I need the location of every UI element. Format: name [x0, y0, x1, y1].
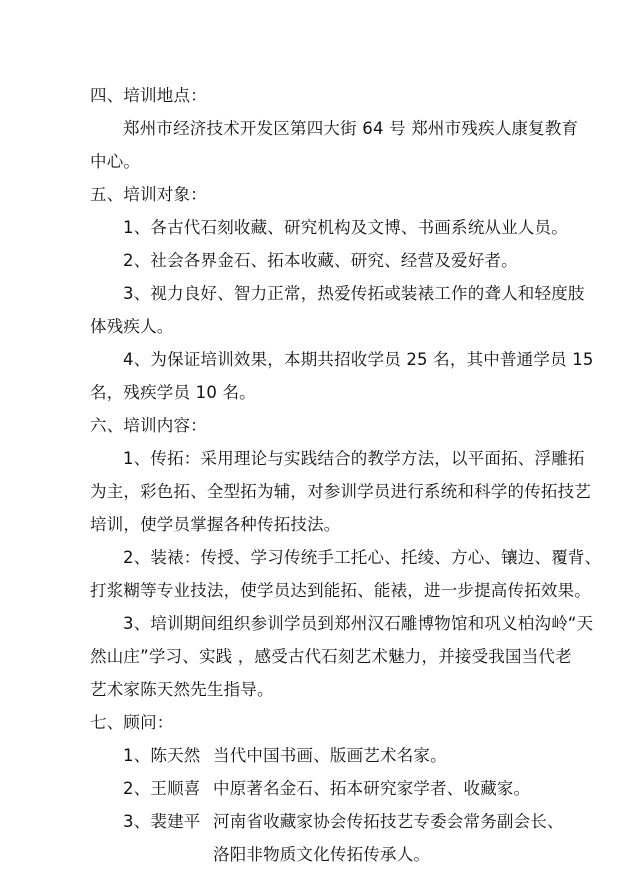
list-item-line: 打浆糊等专业技法，使学员达到能拓、能裱，进一步提高传拓效果。: [90, 581, 591, 600]
advisor-description: 中原著名金石、拓本研究家学者、收藏家。: [213, 779, 531, 798]
advisor-description: 河南省收藏家协会传拓技艺专委会常务副会长、: [213, 812, 564, 831]
paragraph-line: 中心。: [90, 152, 141, 171]
advisor-name: 3、裴建平: [123, 812, 201, 831]
advisor-description: 当代中国书画、版画艺术名家。: [213, 746, 447, 765]
list-item-line: 2、社会各界金石、拓本收藏、研究、经营及爱好者。: [123, 251, 518, 270]
list-item-line: 3、视力良好、智力正常，热爱传拓或装裱工作的聋人和轻度肢: [123, 284, 585, 303]
section-heading-content: 六、培训内容：: [90, 416, 207, 435]
list-item-line: 然山庄”学习、实践 ，感受古代石刻艺术魅力，并接受我国当代老: [90, 647, 572, 666]
list-item-line: 3、培训期间组织参训学员到郑州汉石雕博物馆和巩义柏沟岭“天: [123, 614, 594, 633]
advisor-name: 1、陈天然: [123, 746, 201, 765]
list-item-line: 名，残疾学员 10 名。: [90, 383, 256, 402]
list-item-line: 艺术家陈天然先生指导。: [90, 680, 274, 699]
list-item-line: 为主，彩色拓、全型拓为辅，对参训学员进行系统和科学的传拓技艺: [90, 482, 591, 501]
list-item-line: 2、装裱：传授、学习传统手工托心、托绫、方心、镶边、覆背、: [123, 548, 602, 567]
paragraph-line: 郑州市经济技术开发区第四大街 64 号 郑州市残疾人康复教育: [123, 119, 579, 138]
list-item-line: 1、各古代石刻收藏、研究机构及文博、书画系统从业人员。: [123, 218, 568, 237]
list-item-line: 1、传拓：采用理论与实践结合的教学方法，以平面拓、浮雕拓: [123, 449, 585, 468]
advisor-description: 洛阳非物质文化传拓传承人。: [213, 845, 431, 864]
section-heading-advisors: 七、顾问：: [90, 713, 174, 732]
section-heading-audience: 五、培训对象：: [90, 185, 207, 204]
list-item-line: 培训，使学员掌握各种传拓技法。: [90, 515, 341, 534]
section-heading-location: 四、培训地点：: [90, 86, 207, 105]
list-item-line: 4、为保证培训效果，本期共招收学员 25 名，其中普通学员 15: [123, 350, 594, 369]
advisor-name: 2、王顺喜: [123, 779, 201, 798]
list-item-line: 体残疾人。: [90, 317, 174, 336]
